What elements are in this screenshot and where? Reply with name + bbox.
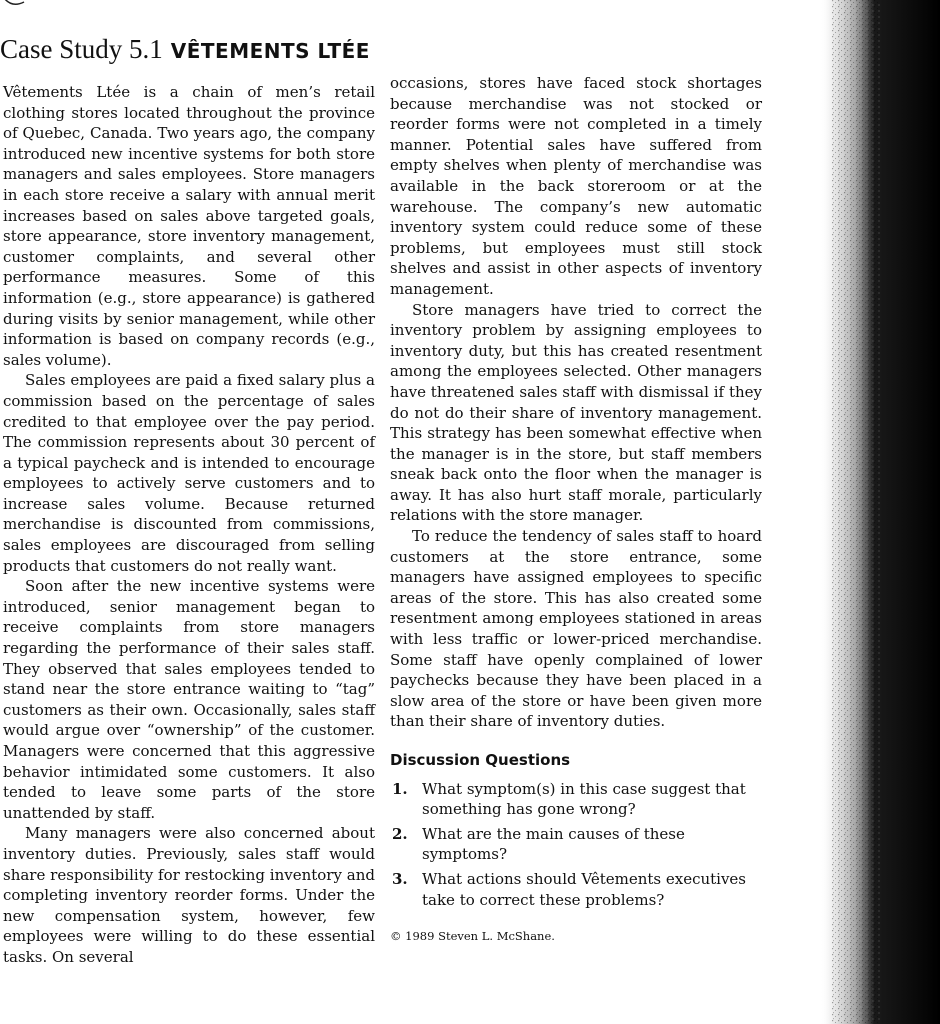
question-number: 3. [392, 869, 408, 888]
question-text: What actions should Vêtements executives take to correct these problems? [422, 869, 747, 909]
paragraph: To reduce the tendency of sales staff to hoard customers at the store entrance, some managers have assigned employees to specific areas of the store. This has also created some resentment among employees stationed in areas with less traffic or lower-priced merchandise. Some staff have openly complained of lower paychecks because they have been placed in a slow area of the store or have been given more than their share of inventory duties. [390, 527, 762, 731]
discussion-question [390, 824, 762, 865]
left-column [3, 82, 375, 968]
right-column [390, 73, 762, 947]
copyright-notice: © 1989 Steven L. McShane. [390, 929, 555, 944]
paragraph: Many managers were also concerned about inventory duties. Previously, sales staff would share responsibility for restocking inventory and completing inventory reorder forms. Under the new compensation system, however, few employees were willing to do these essential tasks. On several [3, 824, 375, 966]
case-study-label: Case Study 5.1 [0, 34, 163, 64]
case-study-title [0, 34, 370, 65]
discussion-questions-heading: Discussion Questions [390, 751, 571, 769]
question-number: 1. [392, 779, 408, 798]
question-text: What symptom(s) in this case suggest that something has gone wrong? [422, 779, 746, 819]
question-number: 2. [392, 824, 408, 843]
paragraph: Sales employees are paid a fixed salary plus a commission based on the percentage of sales credited to that employee over the pay period. The commission represents about 30 percent of a typical paycheck and is intended to encourage employees to actively serve customers and to increase sales volume. Because returned merchandise is discounted from commissions, sales employees are discouraged from selling products that customers do not really want. [3, 371, 375, 575]
page-corner-mark [2, 0, 42, 10]
paragraph: Soon after the new incentive systems were introduced, senior management began to receive complaints from store managers regarding the performance of their sales staff. They observed that sales employees tended to stand near the store entrance waiting to “tag” customers as their own. Occasionally, sales staff would argue over “ownership” of the customer. Managers were concerned that this aggressive behavior intimidated some customers. It also tended to leave some parts of the store unattended by staff. [3, 577, 375, 822]
paragraph: occasions, stores have faced stock shortages because merchandise was not stocked or reorder forms were not completed in a timely manner. Potential sales have suffered from empty shelves when plenty of merchandise was available in the back storeroom or at the warehouse. The company’s new automatic inventory system could reduce some of these problems, but employees must still stock shelves and assist in other aspects of inventory management. [390, 74, 762, 298]
question-text: What are the main causes of these symptoms? [422, 824, 685, 864]
discussion-questions-list [390, 779, 762, 911]
discussion-question [390, 869, 762, 910]
case-study-name: VÊTEMENTS LTÉE [170, 39, 370, 63]
paragraph: Store managers have tried to correct the inventory problem by assigning employees to inventory duty, but this has created resentment among the employees selected. Other managers have threatened sales staff with dismissal if they do not do their share of inventory management. This strategy has been somewhat effective when the manager is in the store, but staff members sneak back onto the floor when the manager is away. It has also hurt staff morale, particularly relations with the store manager. [390, 300, 762, 525]
discussion-question [390, 779, 762, 820]
paragraph: Vêtements Ltée is a chain of men’s retail clothing stores located throughout the province of Quebec, Canada. Two years ago, the company introduced new incentive systems for both store managers and sales employees. Store managers in each store receive a salary with annual merit increases based on sales above targeted goals, store appearance, store inventory management, customer complaints, and several other performance measures. Some of this information (e.g., store appearance) is gathered during visits by senior management, while other information is based on company records (e.g., sales volume). [3, 83, 375, 369]
book-binding-shadow [820, 0, 940, 1024]
